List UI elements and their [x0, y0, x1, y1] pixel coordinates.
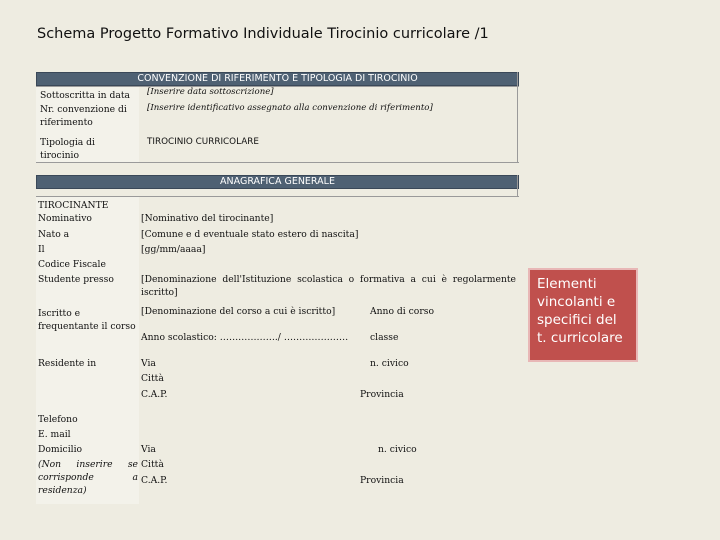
label-tipologia: Tipologia di tirocinio	[40, 137, 95, 161]
label-residente: Residente in	[38, 358, 97, 369]
value-identificativo-convenzione: [Inserire identificativo assegnato alla convenzione di riferimento]	[147, 103, 433, 113]
label-domicilio: Domicilio	[38, 444, 83, 455]
label-iscritto: Iscritto e frequentante il corso	[38, 308, 136, 332]
divider	[517, 175, 518, 197]
label-cap: C.A.P.	[141, 389, 168, 400]
callout-box: Elementi vincolanti e specifici del t. curricolare	[528, 268, 638, 362]
label-sottoscritta: Sottoscritta in data	[40, 90, 131, 101]
label-dom-citta: Città	[141, 459, 164, 470]
label-dom-via: Via	[141, 444, 156, 455]
divider	[36, 86, 519, 87]
label-dom-cap: C.A.P.	[141, 475, 168, 486]
divider	[36, 162, 519, 163]
value-data-sottoscrizione: [Inserire data sottoscrizione]	[147, 87, 274, 97]
label-telefono: Telefono	[38, 414, 78, 425]
value-tipologia: TIROCINIO CURRICOLARE	[147, 137, 259, 147]
value-studente-presso: [Denominazione dell'Istituzione scolastica o formativa a cui è regolarmente iscritto]	[141, 274, 516, 298]
value-nato: [Comune e d eventuale stato estero di nascita]	[141, 229, 359, 240]
section-header-anagrafica: ANAGRAFICA GENERALE	[36, 175, 519, 189]
value-il: [gg/mm/aaaa]	[141, 244, 206, 255]
label-citta: Città	[141, 373, 164, 384]
label-via: Via	[141, 358, 156, 369]
value-anno-scolastico: Anno scolastico: ………………./ …………………	[141, 332, 349, 343]
label-email: E. mail	[38, 429, 71, 440]
label-studente-presso: Studente presso	[38, 274, 114, 285]
label-il: Il	[38, 244, 45, 255]
divider	[36, 196, 519, 197]
label-codice-fiscale: Codice Fiscale	[38, 259, 106, 270]
label-anno-corso: Anno di corso	[370, 306, 434, 317]
section-header-convenzione: CONVENZIONE DI RIFERIMENTO E TIPOLOGIA DI TIROCINIO	[36, 72, 519, 86]
note-domicilio: (Non inserire se corrisponde a residenza)	[38, 459, 138, 496]
label-nominativo: Nominativo	[38, 213, 92, 224]
label-dom-civico: n. civico	[378, 444, 417, 455]
label-civico: n. civico	[370, 358, 409, 369]
value-corso: [Denominazione del corso a cui è iscritto]	[141, 306, 336, 317]
divider	[517, 72, 518, 162]
label-dom-provincia: Provincia	[360, 475, 404, 486]
label-classe: classe	[370, 332, 399, 343]
label-nr-convenzione: Nr. convenzione di riferimento	[40, 104, 127, 128]
label-nato: Nato a	[38, 229, 70, 240]
label-provincia: Provincia	[360, 389, 404, 400]
label-tirocinante: TIROCINANTE	[38, 200, 109, 211]
value-nominativo: [Nominativo del tirocinante]	[141, 213, 274, 224]
page-title: Schema Progetto Formativo Individuale Tirocinio curricolare /1	[37, 26, 489, 42]
